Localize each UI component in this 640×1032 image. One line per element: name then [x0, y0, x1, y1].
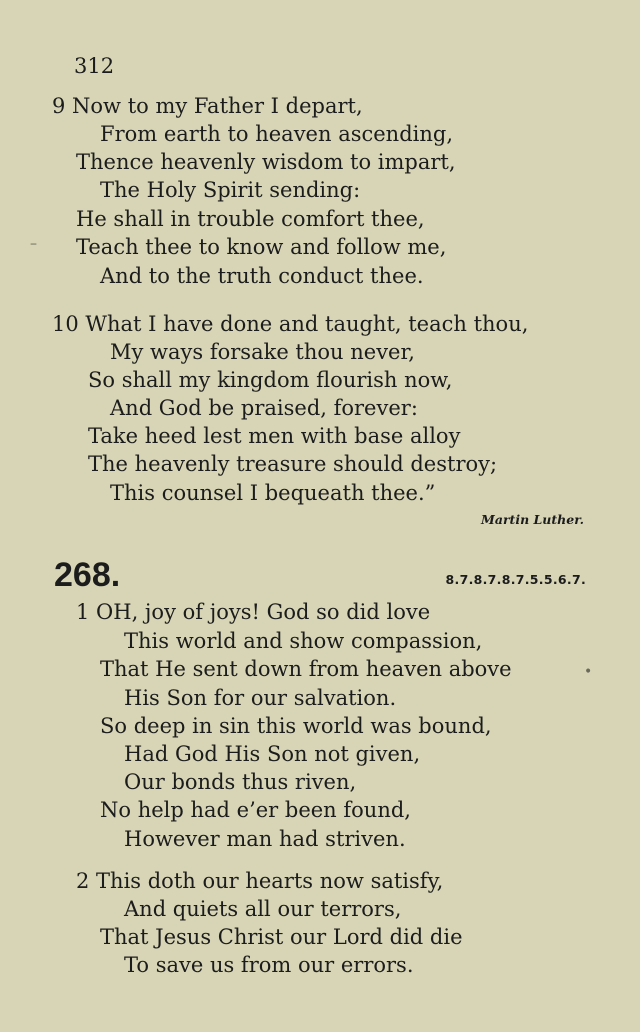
- verse-9-line-6: Teach thee to know and follow me,: [76, 235, 447, 259]
- verse-2-line-2: And quiets all our terrors,: [124, 897, 402, 921]
- verse-10-line-5: Take heed lest men with base alloy: [88, 424, 461, 448]
- verse-9-line-7: And to the truth conduct thee.: [100, 264, 424, 288]
- verse-10-line-4: And God be praised, forever:: [110, 396, 418, 420]
- page-number: 312: [74, 54, 115, 78]
- verse-1-line-3: That He sent down from heaven above: [100, 657, 512, 681]
- verse-10-line-6: The heavenly treasure should destroy;: [88, 452, 498, 476]
- verse-10-line-3: So shall my kingdom flourish now,: [88, 368, 453, 392]
- margin-dash-mark: –: [30, 236, 37, 252]
- verse-9-line-3: Thence heavenly wisdom to impart,: [76, 150, 456, 174]
- verse-9-line-4: The Holy Spirit sending:: [100, 178, 361, 202]
- verse-10-line-2: My ways forsake thou never,: [110, 340, 415, 364]
- verse-9-line-1: 9 Now to my Father I depart,: [52, 94, 363, 118]
- verse-2-line-3: That Jesus Christ our Lord did die: [100, 925, 463, 949]
- verse-9-line-2: From earth to heaven ascending,: [100, 122, 454, 146]
- verse-1-line-1: 1 OH, joy of joys! God so did love: [76, 600, 431, 624]
- verse-10-line-1: 10 What I have done and taught, teach thou,: [52, 312, 529, 336]
- verse-1-line-9: However man had striven.: [124, 827, 406, 851]
- verse-2-line-1: 2 This doth our hearts now satisfy,: [76, 869, 444, 893]
- verse-1-line-8: No help had e’er been found,: [100, 798, 411, 822]
- hymn-number: 268.: [54, 556, 121, 594]
- verse-1-line-2: This world and show compassion,: [124, 629, 483, 653]
- verse-1-line-7: Our bonds thus riven,: [124, 770, 357, 794]
- verse-9-line-5: He shall in trouble comfort thee,: [76, 207, 425, 231]
- hymn-meter: 8.7.8.7.8.7.5.5.6.7.: [445, 572, 586, 587]
- verse-10-line-7: This counsel I bequeath thee.”: [110, 481, 436, 505]
- verse-1-line-6: Had God His Son not given,: [124, 742, 421, 766]
- verse-2-line-4: To save us from our errors.: [124, 953, 414, 977]
- attribution: Martin Luther.: [481, 512, 584, 527]
- verse-1-line-4: His Son for our salvation.: [124, 686, 397, 710]
- verse-1-line-5: So deep in sin this world was bound,: [100, 714, 492, 738]
- ink-dot-mark: •: [584, 664, 593, 680]
